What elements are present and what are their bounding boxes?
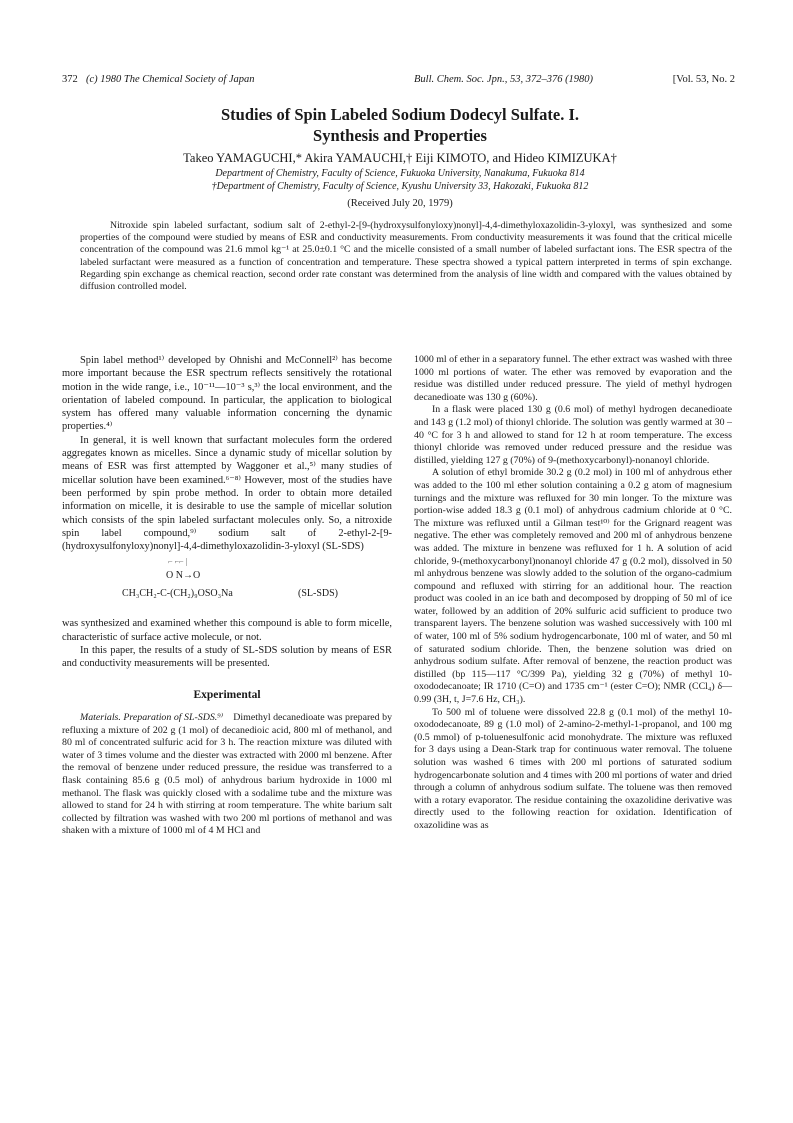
experimental-paragraph-2: 1000 ml of ether in a separatory funnel. The ether extract was washed with three 1000 ml portions of water. The ether was removed by evaporation and the residue was distilled under reduced pressure. The yield of methyl hydrogen decanedioate was 130 g (60%). [414,354,732,403]
article-title [150,104,650,146]
affiliation-2: †Department of Chemistry, Faculty of Science, Kyushu University 33, Hakozaki, Fukuoka 812 [211,181,589,192]
structure-label: (SL-SDS) [298,588,339,600]
intro-paragraph-3: was synthesized and examined whether this compound is able to form micelle, characteristic of surface active molecule, or not. [62,618,392,643]
title-line-2: Synthesis and Properties [313,126,487,145]
experimental-paragraph-3: In a flask were placed 130 g (0.6 mol) of methyl hydrogen decanedioate and 143 g (1.2 mol) of thionyl chloride. The solution was gently warmed at 30 –40 °C for 3 h and allowed to stand for 12 h at room temperature. The excess thionyl chloride was removed under reduced pressure and the residue was distilled, yielding 127 g (70%) of 9-(methoxycarbonyl)-nonanoyl chloride. [414,404,732,466]
page-number: 372 [62,74,78,85]
section-heading-experimental: Experimental [193,688,261,701]
experimental-text-1: Dimethyl decanedioate was prepared by refluxing a mixture of 202 g (1 mol) of decanedioic acid, 800 ml of methanol, and 80 ml of concentrated sulfuric acid for 3 h. The reaction mixture was diluted with water of 3 times volume and the diester was extracted with 2000 ml benzene. After the removal of benzene under reduced pressure, the residue was transferred to a flask containing 85.6 g (0.5 mol) of anhydrous barium hydroxide in 1000 ml methanol. The flask was quickly closed with a sodalime tube and the mixture was allowed to stand for 24 h with stirring at room temperature. The white barium salt collected by filtration was washed with two 200 ml portions of methanol and was shaken with a mixture of 1000 ml of 4 M HCl and [62,711,393,837]
structure-chain: CH₃CH₂-C-(CH₂)₉OSO₃Na [122,588,233,600]
volume-issue: [Vol. 53, No. 2 [672,74,735,85]
affiliation-1: Department of Chemistry, Faculty of Science, Fukuoka University, Nanakuma, Fukuoka 814 [215,168,585,179]
running-head [62,74,735,90]
runin-heading: Materials. Preparation of SL-SDS.⁹⁾ [80,711,224,723]
left-column [62,354,392,838]
intro-paragraph-1: Spin label method¹⁾ developed by Ohnishi and McConnell²⁾ has become more important because the ESR spectrum reflects sensitively the rotational motion in the wide range, i.e., 10⁻¹¹—10⁻³ s,³⁾ the local environment, and the orientation of labeled compound. In particular, the application to biological system has offered many valuable information concerning the dynamic properties.⁴⁾ [62,355,392,433]
title-line-1: Studies of Spin Labeled Sodium Dodecyl Sulfate. I. [220,105,580,124]
sl-sds-structure [62,555,392,613]
right-column [414,354,732,833]
experimental-paragraph-4: A solution of ethyl bromide 30.2 g (0.2 mol) in 100 ml of anhydrous ether was added to the 100 ml ether solution containing a 0.2 g atom of magnesium turnings and the mixture was refluxed for 30 min longer. To the mixture was portion-wise added 18.3 g (0.1 mol) of anhydrous cadmium chloride at 0 °C. The mixture was refluxed until a Gilman test¹⁰⁾ for the Grignard reagent was negative. The ether was completely removed and 200 ml of anhydrous benzene was added. The mixture in benzene was refluxed for 1 h. A solution of acid chloride, 9-(methoxycarbonyl)nonanoyl chloride 47 g (0.2 mol), dissolved in 50 ml anhydrous benzene was slowly added to the solution of the organo-cadmium compound and refluxed with stirring for an additional hour. The reaction product was cooled in an ice bath and decomposed by dropping of 50 ml of ice water, followed by an addition of 20% sulfuric acid sufficient to produce two transparent layers. The benzene solution was washed successively with 100 ml of water, 100 ml of 5% sodium hydrogencarbonate, 100 ml of water, and 50 ml of saturated sodium chloride. Then, the benzene solution was dried on anhydrous sodium sulfate. After removal of benzene, the reaction product was distilled (bp 115—117 °C/399 Pa), yielding 32 g (70%) of methyl 10-oxododecanoate; IR 1710 (C=O) and 1735 cm⁻¹ (ester C=O); NMR (CCl₄) δ—0.99 (3H, t, J=7.6 Hz, CH₃). [414,467,732,706]
intro-paragraph-4: In this paper, the results of a study of SL-SDS solution by means of ESR and conductivity measurements will be presented. [62,645,392,670]
copyright-notice: (c) 1980 The Chemical Society of Japan [86,74,255,85]
experimental-paragraph-5: To 500 ml of toluene were dissolved 22.8 g (0.1 mol) of the methyl 10-oxododecanoate, 89 g (1.0 mol) of 2-amino-2-methyl-1-propanol, and 100 mg (0.5 mmol) of p-toluenesulfonic acid monohydrate. The mixture was refluxed for 3 days using a Dean-Stark trap for continuous water removal. The toluene solution was washed 6 times with 200 ml portions of saturated sodium hydrogencarbonate solution and 4 times with 200 ml portions of water and dried through a column of anhydrous sodium sulfate. The toluene was then removed with a rotary evaporator. The residue containing the oxazolidine derivative was directly used to the following reaction for oxidation. Identification of oxazolidine was as [414,706,732,831]
intro-paragraph-2: In general, it is well known that surfactant molecules form the ordered aggregates known as micelles. Since a dynamic study of micellar solution by means of ESR was first attempted by Waggoner et al.,⁵⁾ many studies of micellar solution have been examined.⁶⁻⁸⁾ However, most of the studies have been performed by spin probe method. In order to obtain more detailed information on micelle, it is desirable to use the sample of micellar solution which consists of the spin labeled surfactant molecules only. So, a nitroxide spin label compound,⁹⁾ sodium salt of 2-ethyl-2-[9-(hydroxysulfonyloxy)nonyl]-4,4-dimethyloxazolidin-3-yloxyl (SL-SDS) [62,434,392,553]
experimental-paragraph-1 [62,712,392,838]
structure-ring-atoms: O N→O [166,570,201,582]
received-date: (Received July 20, 1979) [347,198,453,209]
structure-bond-mark: ⌐ ⌐⌐ | [168,557,188,567]
journal-citation: Bull. Chem. Soc. Jpn., 53, 372–376 (1980) [414,74,594,85]
author-list: Takeo YAMAGUCHI,* Akira YAMAUCHI,† Eiji KIMOTO, and Hideo KIMIZUKA† [183,151,617,165]
abstract: Nitroxide spin labeled surfactant, sodium salt of 2-ethyl-2-[9-(hydroxysulfonyloxy)nonyl]-4,4-dimethyloxazolidin-3-yloxyl, was synthesized and some properties of the compound were studied by means of ESR and conductivity measurements. From conductivity measurements it was found that the critical micelle concentration of the compound was 21.6 mmol kg⁻¹ at 25.0±0.1 °C and the micelle consisted of a small number of labeled surfactant ions. The ESR spectra of the labeled surfactant were measured as a function of concentration and temperature. These spectra showed a typical pattern interpreted in terms of spin exchange. Regarding spin exchange as chemical reaction, second order rate constant was determined from the analysis of line width and compared with the values obtained by diffusion controlled model. [80,220,732,293]
